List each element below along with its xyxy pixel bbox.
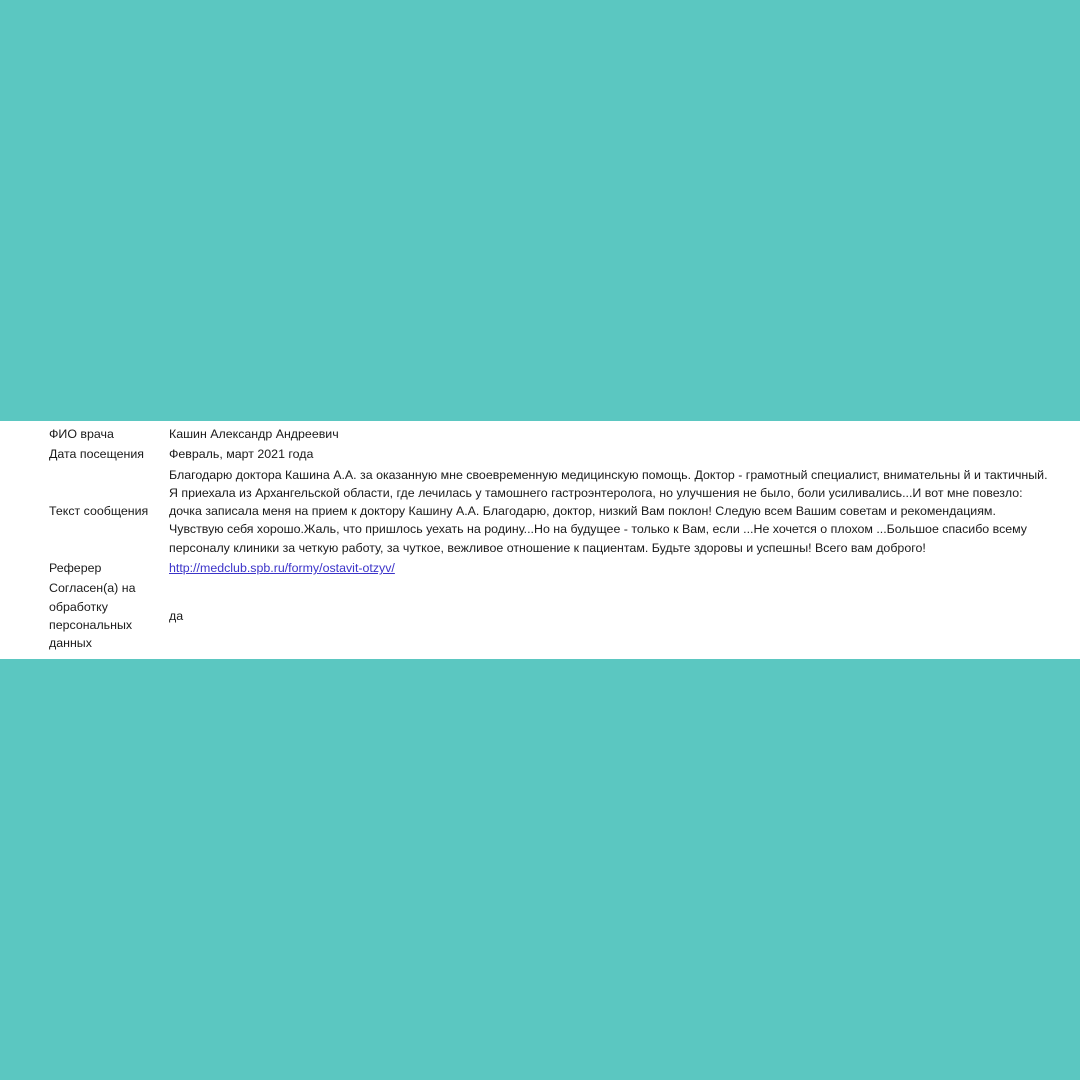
consent-label	[47, 578, 167, 653]
visit-date-label: Дата посещения	[49, 447, 144, 462]
message-line: Чувствую себя хорошо.Жаль, что пришлось уехать на родину...Но на будущее - только к Вам, если ...Не хочется о плохом ...Большое спасибо всему	[169, 522, 1028, 537]
doctor-name-label: ФИО врача	[49, 427, 114, 441]
form-table	[47, 424, 1057, 654]
visit-date-value: Февраль, март 2021 года	[169, 447, 314, 462]
message-line: персоналу клиники за четкую работу, за чуткое, вежливое отношение к пациентам. Будьте здоровы и успешны! Всего вам доброго!	[169, 540, 926, 555]
message-line: Благодарю доктора Кашина А.А. за оказанную мне своевременную медицинскую помощь. Доктор - грамотный специалист, внимательны й и тактичный.	[169, 467, 1048, 482]
consent-value: да	[169, 608, 184, 623]
message-text	[167, 465, 1057, 558]
consent-label-line: Согласен(а) на	[49, 581, 136, 596]
referer-value	[167, 558, 1057, 578]
referer-link[interactable]: http://medclub.spb.ru/formy/ostavit-otzyv/	[169, 561, 395, 576]
table-row	[47, 424, 1057, 444]
consent-label-line: персональных	[49, 617, 133, 632]
message-line: дочка записала меня на прием к доктору Кашину А.А. Благодарю, доктор, низкий Вам поклон! Следую всем Вашим советам и рекомендациям.	[169, 504, 996, 519]
consent-label-line: данных	[49, 636, 92, 651]
message-line: Я приехала из Архангельской области, где лечилась у тамошнего гастроэнтеролога, но улучшения не было, боли усиливались...И вот мне повезло:	[169, 485, 1023, 500]
doctor-name-value: Кашин Александр Андреевич	[169, 427, 339, 441]
table-row	[47, 578, 1057, 653]
referer-label: Реферер	[49, 561, 102, 576]
table-row	[47, 465, 1057, 558]
message-label: Текст сообщения	[49, 504, 149, 519]
table-row	[47, 444, 1057, 464]
consent-label-line: обработку	[49, 599, 108, 614]
form-panel	[0, 421, 1080, 659]
table-row	[47, 558, 1057, 578]
